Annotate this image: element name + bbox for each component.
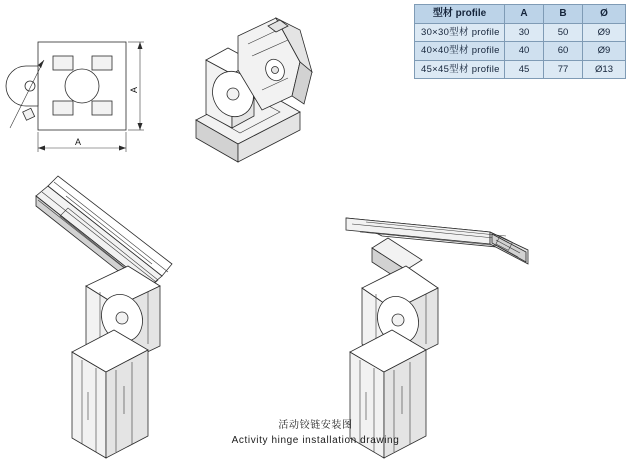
- cell-profile: 45×45型材 profile: [415, 60, 505, 78]
- cell-profile: 30×30型材 profile: [415, 24, 505, 42]
- column-header-profile: 型材 profile: [415, 5, 505, 24]
- column-header-diameter: Ø: [583, 5, 626, 24]
- cell-b: 50: [544, 24, 583, 42]
- column-header-a: A: [505, 5, 544, 24]
- cell-a: 30: [505, 24, 544, 42]
- cell-a: 45: [505, 60, 544, 78]
- cell-b: 60: [544, 42, 583, 60]
- column-header-b: B: [544, 5, 583, 24]
- caption-chinese: 活动铰链安装图: [278, 420, 353, 431]
- plan-view-hinge-plate: [6, 42, 144, 152]
- figure-caption: [0, 418, 631, 448]
- isometric-hinge-assembly: [196, 18, 312, 162]
- caption-english: Activity hinge installation drawing: [231, 435, 400, 446]
- cell-b: 77: [544, 60, 583, 78]
- cell-profile: 40×40型材 profile: [415, 42, 505, 60]
- cell-a: 40: [505, 42, 544, 60]
- dimension-label-bottom: A: [74, 137, 82, 147]
- assembly-view-angled-profiles: [36, 176, 172, 458]
- dimension-label-right: A: [129, 86, 139, 94]
- cell-diameter: Ø9: [583, 24, 626, 42]
- cell-diameter: Ø9: [583, 42, 626, 60]
- cell-diameter: Ø13: [583, 60, 626, 78]
